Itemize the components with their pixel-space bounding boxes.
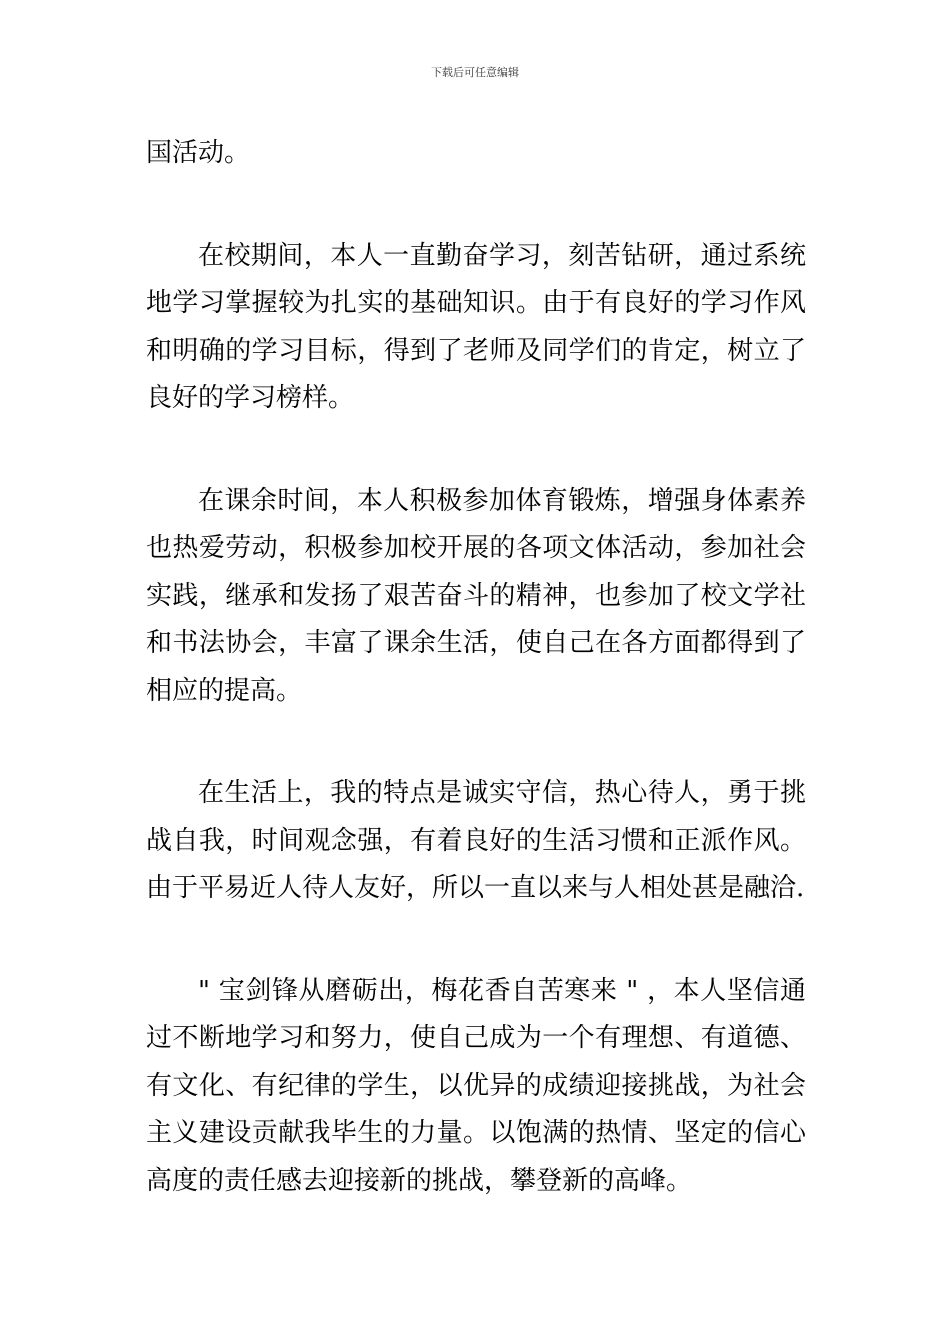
paragraph-activities: 在课余时间，本人积极参加体育锻炼，增强身体素养也热爱劳动，积极参加校开展的各项文体活动，参加社会实践，继承和发扬了艰苦奋斗的精神，也参加了校文学社和书法协会，丰富了课余生活，使自己在各方面都得到了相应的提高。 [146,485,806,706]
header-note: 下载后可任意编辑 [431,66,519,79]
document-body [146,130,806,1205]
paragraph-continuation: 国活动。 [146,138,251,168]
paragraph-life: 在生活上，我的特点是诚实守信，热心待人，勇于挑战自我，时间观念强，有着良好的生活习惯和正派作风。由于平易近人待人友好，所以一直以来与人相处甚是融洽. [146,778,806,903]
paragraph-conclusion: " 宝剑锋从磨砺出，梅花香自苦寒来 " ，本人坚信通过不断地学习和努力，使自己成为一个有理想、有道德、有文化、有纪律的学生，以优异的成绩迎接挑战，为社会主义建设贡献我毕生的力量。以饱满的热情、坚定的信心高度的责任感去迎接新的挑战，攀登新的高峰。 [146,975,806,1196]
paragraph-study: 在校期间，本人一直勤奋学习，刻苦钻研，通过系统地学习掌握较为扎实的基础知识。由于有良好的学习作风和明确的学习目标，得到了老师及同学们的肯定，树立了良好的学习榜样。 [146,240,806,413]
